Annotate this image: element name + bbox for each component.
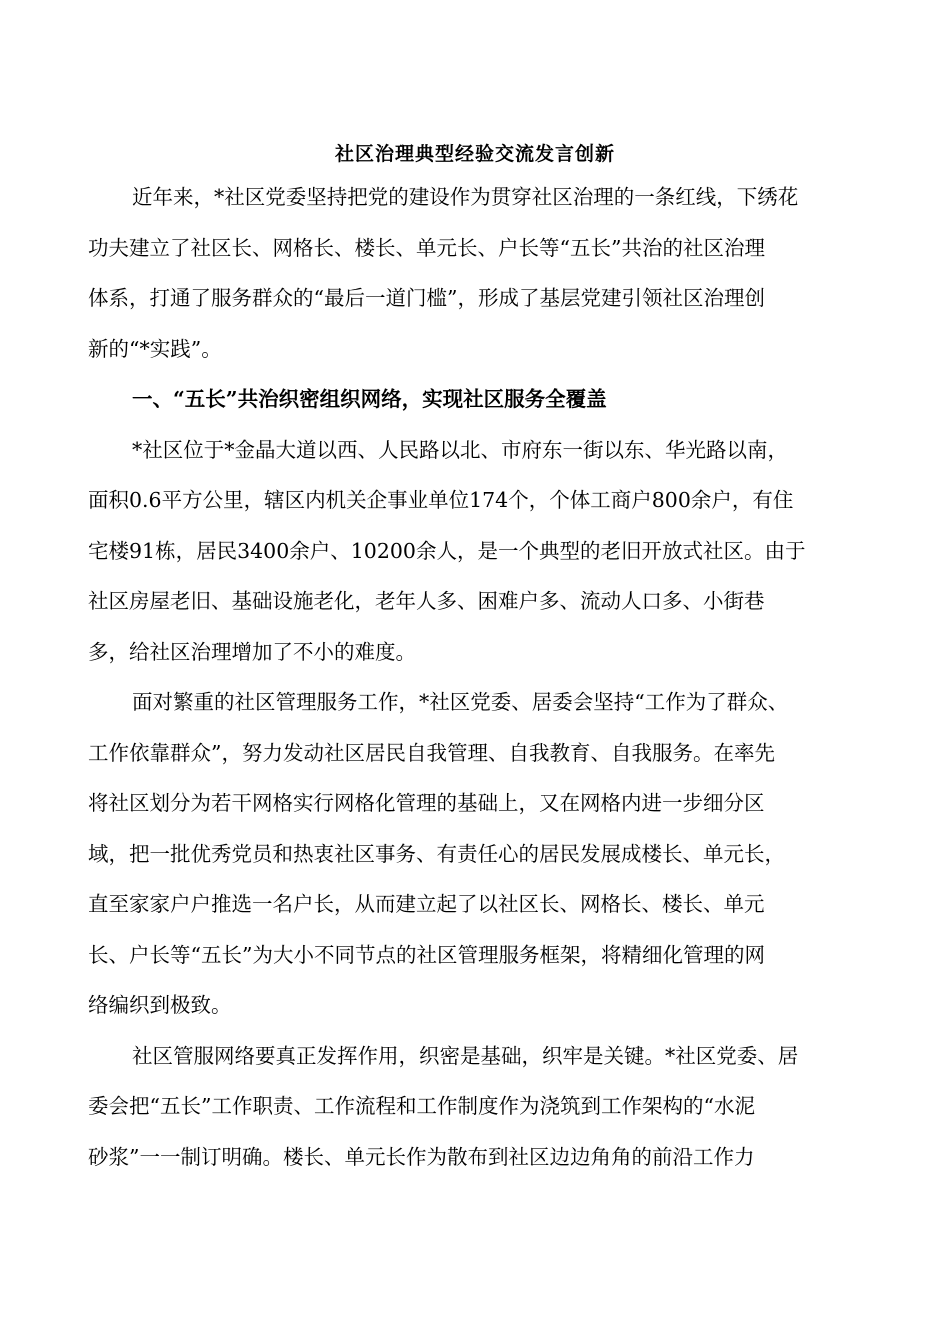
body-line: 功夫建立了社区长、网格长、楼长、单元长、户长等“五长”共治的社区治理 — [88, 235, 765, 260]
body-line: 工作依靠群众”，努力发动社区居民自我管理、自我教育、自我服务。在率先 — [88, 740, 775, 765]
body-line: 宅楼91栋，居民3400余户、10200余人，是一个典型的老旧开放式社区。由于 — [88, 538, 806, 563]
body-line: 络编织到极致。 — [88, 993, 232, 1017]
body-line: 社区管服网络要真正发挥作用，织密是基础，织牢是关键。*社区党委、居 — [132, 1043, 799, 1068]
body-line: 多，给社区治理增加了不小的难度。 — [88, 639, 416, 664]
document-body — [88, 172, 868, 1182]
body-line: 直至家家户户推选一名户长，从而建立起了以社区长、网格长、楼长、单元 — [88, 892, 765, 916]
body-line: 社区房屋老旧、基础设施老化，老年人多、困难户多、流动人口多、小街巷 — [88, 589, 765, 613]
body-line: 近年来，*社区党委坚持把党的建设作为贯穿社区治理的一条红线，下绣花 — [132, 185, 799, 209]
body-line: 新的“*实践”。 — [88, 336, 222, 361]
body-line: *社区位于*金晶大道以西、人民路以北、市府东一街以东、华光路以南， — [132, 437, 788, 462]
body-line: 体系，打通了服务群众的“最后一道门槛”，形成了基层党建引领社区治理创 — [88, 286, 765, 310]
body-line: 委会把“五长”工作职责、工作流程和工作制度作为浇筑到工作架构的“水泥 — [88, 1094, 755, 1118]
body-line: 长、户长等“五长”为大小不同节点的社区管理服务框架，将精细化管理的网 — [88, 942, 765, 967]
body-line: 面积0.6平方公里，辖区内机关企事业单位174个，个体工商户800余户，有住 — [88, 488, 794, 512]
body-line: 将社区划分为若干网格实行网格化管理的基础上，又在网格内进一步细分区 — [88, 791, 765, 815]
body-line: 砂浆”一一制订明确。楼长、单元长作为散布到社区边边角角的前沿工作力 — [88, 1144, 755, 1169]
section-heading: 一、“五长”共治织密组织网络，实现社区服务全覆盖 — [132, 387, 607, 411]
body-line: 面对繁重的社区管理服务工作，*社区党委、居委会坚持“工作为了群众、 — [132, 690, 789, 714]
body-line: 域，把一批优秀党员和热衷社区事务、有责任心的居民发展成楼长、单元长， — [88, 841, 785, 866]
document-title: 社区治理典型经验交流发言创新 — [334, 143, 615, 165]
